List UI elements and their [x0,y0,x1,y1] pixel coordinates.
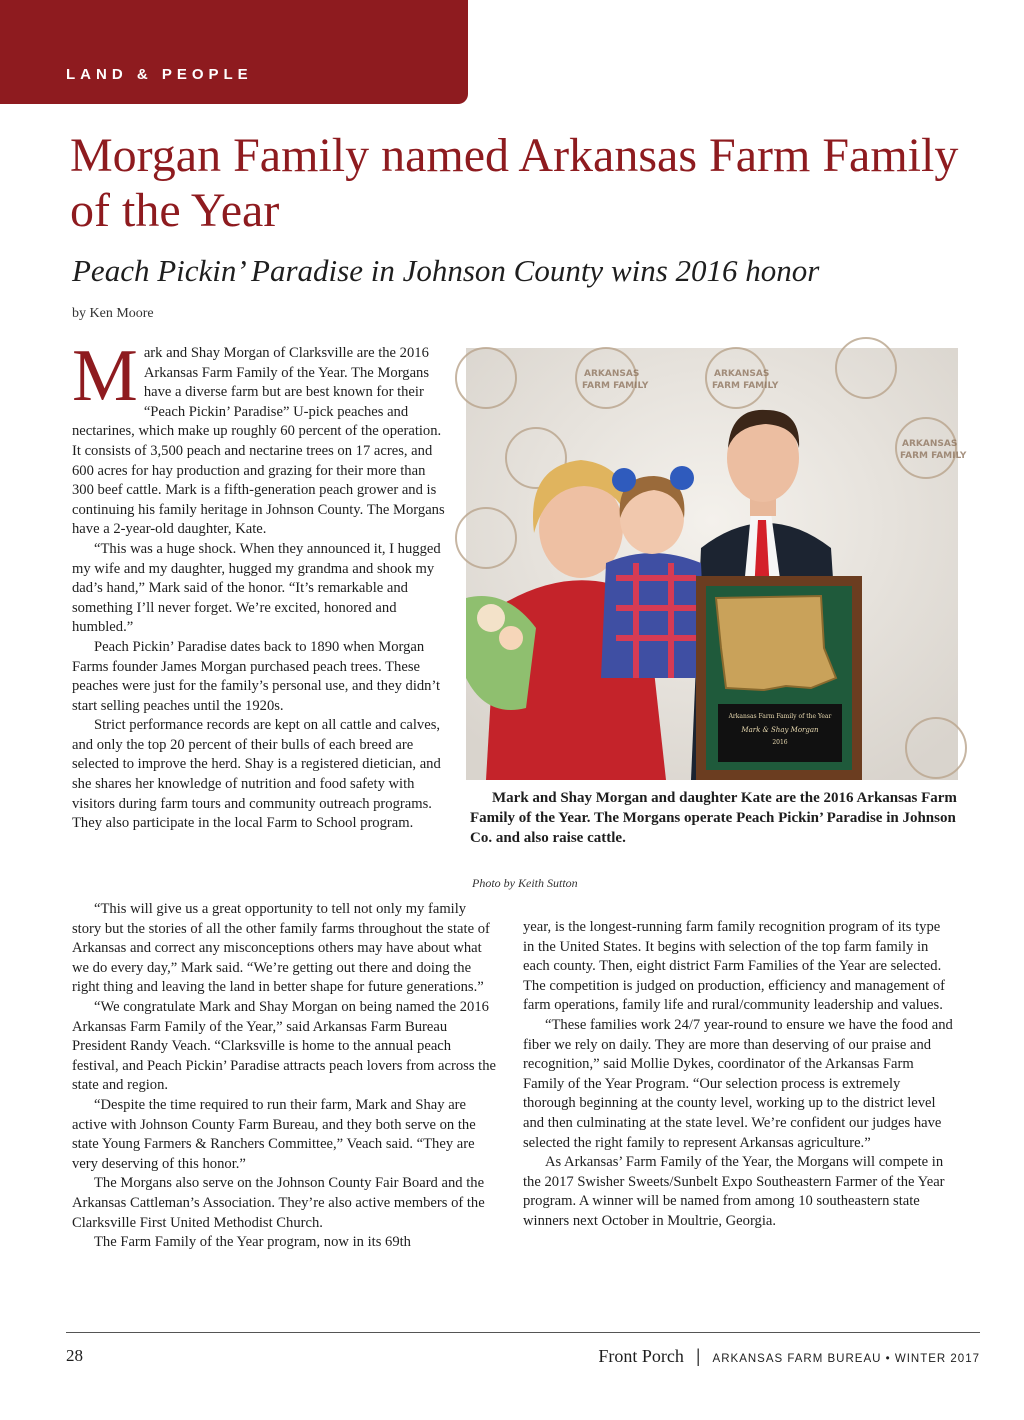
left-column-bottom [72,900,498,1253]
publication-info: ARKANSAS FARM BUREAU • WINTER 2017 [712,1353,980,1365]
award-plaque [696,576,862,780]
backdrop-text: FARM FAMILY [900,451,967,461]
first-paragraph-text: ark and Shay Morgan of Clarksville are the 2016 Arkansas Farm Family of the Year. The Morgans have a diverse farm but are best known for their “Peach Pickin’ Paradise” U-pick peaches and nectarines, which make up roughly 60 percent of the operation. It consists of 3,500 peach and nectarine trees on 17 acres, and 600 acres for hay production and grazing for their more than 300 beef cattle. Mark is a fifth-generation peach grower and is continuing his family heritage in Johnson County. The Morgans have a 2-year-old daughter, Kate. [72,345,445,538]
footer-separator: | [695,1346,701,1366]
plaque-year: 2016 [772,739,788,746]
right-column [523,918,953,1232]
section-label: LAND & PEOPLE [66,66,253,83]
paragraph: “This will give us a great opportunity to tell not only my family story but the stories of all the other family farms throughout the state of Arkansas and correct any misconceptions others may have about what we do every day,” Mark said. “We’re getting out there and doing the right thing and leaving the land in better shape for future generations.” [72,901,490,996]
backdrop-text: ARKANSAS [714,369,770,379]
left-column-top [72,335,446,834]
section-tab [0,0,468,104]
paragraph-continuation: year, is the longest-running farm family recognition program of its type in the United States. It begins with selection of the top farm family in each county. Then, eight district Farm Families of the Year are selected. The competition is judged on production, efficiency and management of farm operations, family life and rural/community leadership and values. [523,919,946,1014]
paragraph: Peach Pickin’ Paradise dates back to 1890 when Morgan Farms founder James Morgan purchased peach trees. These peaches were just for the family’s personal use, and they didn’t start selling peaches until the 1920s. [72,638,441,714]
paragraph: Strict performance records are kept on all cattle and calves, and only the top 20 percent of their bulls of each breed are selected to improve the herd. Shay is a registered dietician, and she shares her knowledge of nutrition and food safety with visitors during farm tours and community outreach programs. They also participate in the local Farm to School program. [72,717,441,832]
family-photo-illustration [466,348,967,780]
paragraph: “These families work 24/7 year-round to ensure we have the food and fiber we rely on daily. They are more than deserving of our praise and recognition,” said Mollie Dykes, coordinator of the Arkansas Farm Family of the Year Program. “Our selection process is extremely thorough beginning at the county level, working up to the district level and then culminating at the state level. We’re confident our judges have selected the right family to represent Arkansas agriculture.” [523,1016,953,1151]
paragraph: The Morgans also serve on the Johnson County Fair Board and the Arkansas Cattleman’s Association. They’re also active members of the Clarksville First United Methodist Church. [72,1175,485,1231]
article-subtitle: Peach Pickin’ Paradise in Johnson County wins 2016 honor [72,253,820,288]
photo-caption: Mark and Shay Morgan and daughter Kate are the 2016 Arkansas Farm Family of the Year. The Morgans operate Peach Pickin’ Paradise in Johnson Co. and also raise cattle. [470,790,957,846]
plaque-names: Mark & Shay Morgan [741,726,819,734]
backdrop-text: FARM FAMILY [582,381,649,391]
footer-rule [66,1332,980,1333]
footer [598,1346,980,1367]
paragraph: “Despite the time required to run their farm, Mark and Shay are active with Johnson County Farm Bureau, and they both serve on the state Young Farmers & Ranchers Committee,” Veach said. “They are very deserving of this honor.” [72,1096,476,1172]
magazine-name: Front Porch [598,1346,684,1366]
backdrop-text: ARKANSAS [902,439,958,449]
backdrop-text: FARM FAMILY [712,381,779,391]
paragraph: “We congratulate Mark and Shay Morgan on being named the 2016 Arkansas Farm Family of the Year,” said Arkansas Farm Bureau President Randy Veach. “Clarksville is home to the annual peach festival, and Peach Pickin’ Paradise attracts peach lovers from across the state and region. [72,998,497,1094]
article-title: Morgan Family named Arkansas Farm Family of the Year [70,129,959,237]
drop-cap: M [72,335,138,417]
paragraph: As Arkansas’ Farm Family of the Year, the Morgans will compete in the 2017 Swisher Sweets/Sunbelt Expo Southeastern Farmer of the Year program. A winner will be named from among 10 southeastern state winners next October in Moultrie, Georgia. [523,1154,945,1229]
plaque-title: Arkansas Farm Family of the Year [728,713,832,720]
backdrop-text: ARKANSAS [584,369,640,379]
paragraph: The Farm Family of the Year program, now in its 69th [94,1234,411,1251]
page-number: 28 [66,1346,83,1365]
first-paragraph [72,335,446,540]
photo-credit: Photo by Keith Sutton [472,876,578,890]
family-photo [466,348,967,780]
paragraph: “This was a huge shock. When they announced it, I hugged my wife and my daughter, hugged my grandma and shook my dad’s hand,” Mark said of the honor. “It’s remarkable and something I’ll never forget. We’re excited, honored and humbled.” [72,540,441,636]
byline: by Ken Moore [72,306,154,321]
